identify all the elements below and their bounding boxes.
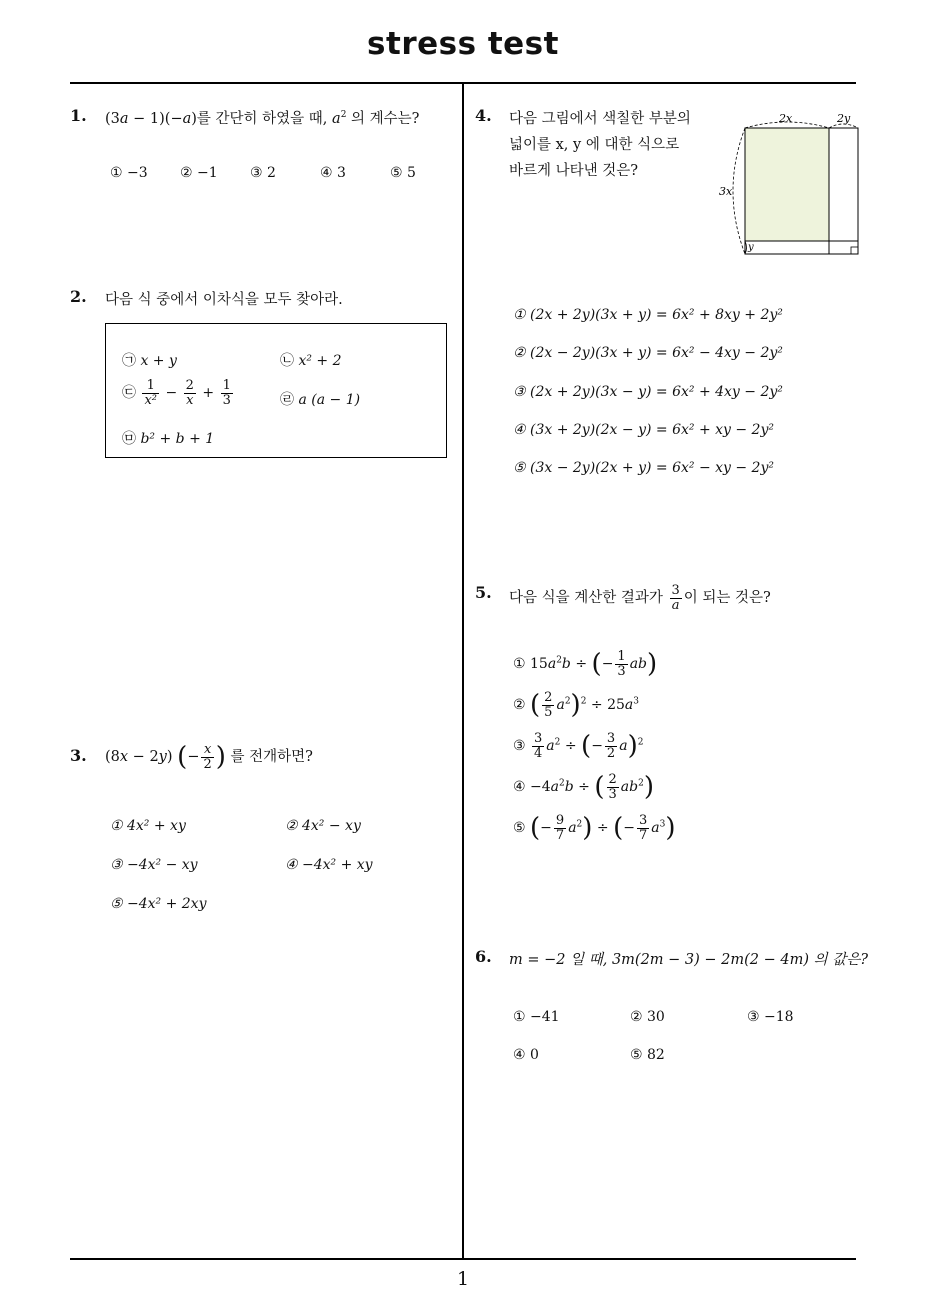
q2-item-c: ㉢ $\frac{1}{\text{x²}}$ − $\frac{2}{x}$ + $\frac{1}{3}$: [122, 378, 231, 408]
label-2x: 2x: [779, 112, 793, 125]
q5-option-2[interactable]: ② ( $\frac{2}{5}$ $a^2)^2 \div 25a^3$: [513, 689, 639, 720]
label-3x: 3x: [719, 185, 733, 198]
q1-number: 1.: [70, 106, 87, 125]
q4-option-2[interactable]: ② (2x − 2y)(3x + y) = 6x² − 4xy − 2y²: [513, 345, 783, 361]
page-number: 1: [456, 1268, 470, 1290]
q6-option-4[interactable]: ④ 0: [513, 1047, 539, 1063]
q4-rectangle-figure: [715, 108, 865, 260]
q3-option-1[interactable]: ① 4x² + xy: [110, 818, 186, 834]
q1-option-3[interactable]: ③ 2: [250, 165, 276, 181]
q3-option-2[interactable]: ② 4x² − xy: [285, 818, 361, 834]
column-divider: [462, 82, 464, 1260]
q3-option-4[interactable]: ④ −4x² + xy: [285, 857, 373, 873]
q5-stem: 다음 식을 계산한 결과가 $\frac{3}{a}$ 이 되는 것은?: [509, 583, 771, 613]
q1-option-5[interactable]: ⑤ 5: [390, 165, 416, 181]
q4-option-3[interactable]: ③ (2x + 2y)(3x − y) = 6x² + 4xy − 2y²: [513, 384, 783, 400]
shaded-region: [745, 128, 829, 241]
label-2y: 2y: [837, 112, 851, 125]
q4-option-4[interactable]: ④ (3x + 2y)(2x − y) = 6x² + xy − 2y²: [513, 422, 774, 438]
page-title: stress test: [367, 26, 559, 62]
q3-option-3[interactable]: ③ −4x² − xy: [110, 857, 198, 873]
label-y: y: [748, 242, 754, 253]
q6-option-5[interactable]: ⑤ 82: [630, 1047, 665, 1063]
q1-option-4[interactable]: ④ 3: [320, 165, 346, 181]
q2-stem: 다음 식 중에서 이차식을 모두 찾아라.: [105, 292, 343, 308]
q2-item-b: ㉡ x² + 2: [280, 353, 342, 369]
q5-option-3[interactable]: ③ $\frac{3}{4}$ $a^2$ ÷ (− $\frac{3}{2}$ a)$^2$: [513, 730, 644, 761]
q1-option-2[interactable]: ② −1: [180, 165, 218, 181]
q1-stem: (3a − 1)(−a)를 간단히 하였을 때, $a^2$ 의 계수는?: [105, 110, 420, 127]
q3-stem: (8x − 2y) (− $\frac{x}{2}$ ) 를 전개하면?: [105, 741, 313, 772]
q3-number: 3.: [70, 746, 87, 765]
q6-number: 6.: [475, 947, 492, 966]
q4-stem-line1: 다음 그림에서 색칠한 부분의: [509, 111, 691, 127]
q5-option-5[interactable]: ⑤ (− $\frac{9}{7}$ $a^2$) ÷ (− $\frac{3}{7}$ $a^3$): [513, 812, 676, 843]
q1-option-1[interactable]: ① −3: [110, 165, 148, 181]
q6-option-1[interactable]: ① −41: [513, 1009, 560, 1025]
q2-item-a: ㉠ x + y: [122, 353, 177, 369]
q2-number: 2.: [70, 287, 87, 306]
q6-option-3[interactable]: ③ −18: [747, 1009, 794, 1025]
q4-option-5[interactable]: ⑤ (3x − 2y)(2x + y) = 6x² − xy − 2y²: [513, 460, 774, 476]
q2-item-d: ㉣ a (a − 1): [280, 392, 361, 408]
q4-stem-line2: 넓이를 x, y 에 대한 식으로: [509, 137, 680, 153]
q6-option-2[interactable]: ② 30: [630, 1009, 665, 1025]
q5-option-1[interactable]: ① $15a^2b$ ÷ (− $\frac{1}{3}$ ab): [513, 648, 658, 679]
q5-number: 5.: [475, 583, 492, 602]
q6-stem: m = −2 일 때, 3m(2m − 3) − 2m(2 − 4m) 의 값은?: [509, 952, 869, 968]
q4-option-1[interactable]: ① (2x + 2y)(3x + y) = 6x² + 8xy + 2y²: [513, 307, 783, 323]
q5-option-4[interactable]: ④ $-4a^2b$ ÷ ( $\frac{2}{3}$ $ab^2$): [513, 771, 654, 802]
q4-stem-line3: 바르게 나타낸 것은?: [509, 163, 639, 179]
q3-option-5[interactable]: ⑤ −4x² + 2xy: [110, 896, 207, 912]
q4-number: 4.: [475, 106, 492, 125]
q2-item-e: ㉤ b² + b + 1: [122, 431, 215, 447]
